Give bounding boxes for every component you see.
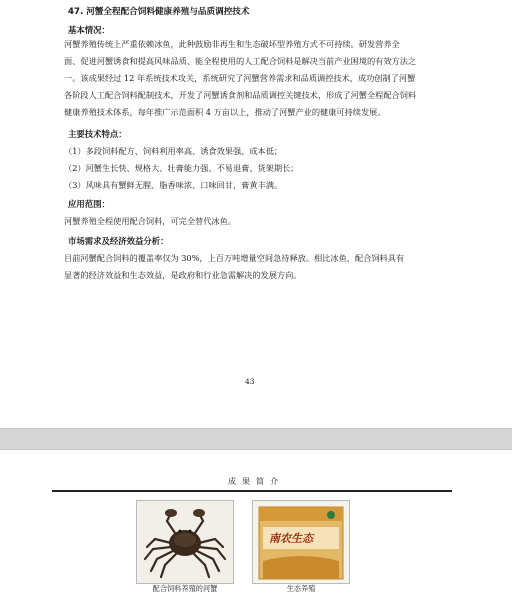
market-heading: 市场需求及经济效益分析： — [68, 236, 169, 246]
basic-line-4: 各阶段人工配合饲料配制技术，开发了河蟹诱食剂和品质调控关键技术，形成了河蟹全程配合饲料 — [64, 90, 417, 100]
basic-line-2: 面、促进河蟹诱食和提高风味品质、能全程使用的人工配合饲料是解决当前产业困境的有效方法之 — [64, 56, 417, 66]
feature-item-3: （3）风味具有蟹鲜无腥、脂香味浓、口味回甘，膏黄丰满。 — [64, 180, 283, 190]
section-title: 成果简介 — [228, 477, 284, 486]
section-divider — [52, 490, 452, 492]
market-paragraph — [64, 250, 448, 284]
basic-info-heading: 基本情况： — [68, 25, 110, 35]
page-separator — [0, 428, 512, 450]
basic-line-5: 健康养殖技术体系，每年推广示范面积 4 万亩以上，推动了河蟹产业的健康可持续发展。 — [64, 107, 386, 117]
feature-item-1: （1）多段饲料配方、饲料利用率高、诱食效果强、成本低； — [64, 146, 283, 156]
basic-line-3: 一。该成果经过 12 年系统技术攻关，系统研究了河蟹营养需求和品质调控技术，成功创制了河蟹 — [64, 73, 416, 83]
product-photo-caption: 生态养殖 — [286, 584, 316, 593]
scope-text: 河蟹养殖全程使用配合饲料，可完全替代冰鱼。 — [64, 216, 236, 226]
feature-item-2: （2）河蟹生长快、规格大、壮膏能力强、不易退膏、货架期长； — [64, 163, 299, 173]
crab-photo-caption: 配合饲料养殖的河蟹 — [152, 584, 218, 593]
crab-photo — [136, 500, 234, 584]
scope-heading: 应用范围： — [68, 199, 110, 209]
market-line-1: 目前河蟹配合饲料的覆盖率仅为 30%，上百万吨增量空间急待释放。相比冰鱼，配合饲料具有 — [64, 253, 405, 263]
product-brand-text: 南农生态 — [269, 532, 313, 545]
basic-info-paragraph — [64, 36, 448, 121]
market-line-2: 显著的经济效益和生态效益，是政府和行业急需解决的发展方向。 — [64, 270, 302, 280]
crab-image — [137, 501, 233, 583]
product-photo — [252, 500, 350, 584]
article-title: 47. 河蟹全程配合饲料健康养殖与品质调控技术 — [68, 7, 250, 17]
basic-line-1: 河蟹养殖传统上严重依赖冰鱼，此种鼓励非再生和生态破坏型养殖方式不可持续。研发营养全 — [64, 39, 400, 49]
page-number: 43 — [245, 377, 255, 386]
features-heading: 主要技术特点： — [68, 129, 127, 139]
features-list — [64, 143, 448, 194]
document-page-next — [0, 450, 512, 592]
